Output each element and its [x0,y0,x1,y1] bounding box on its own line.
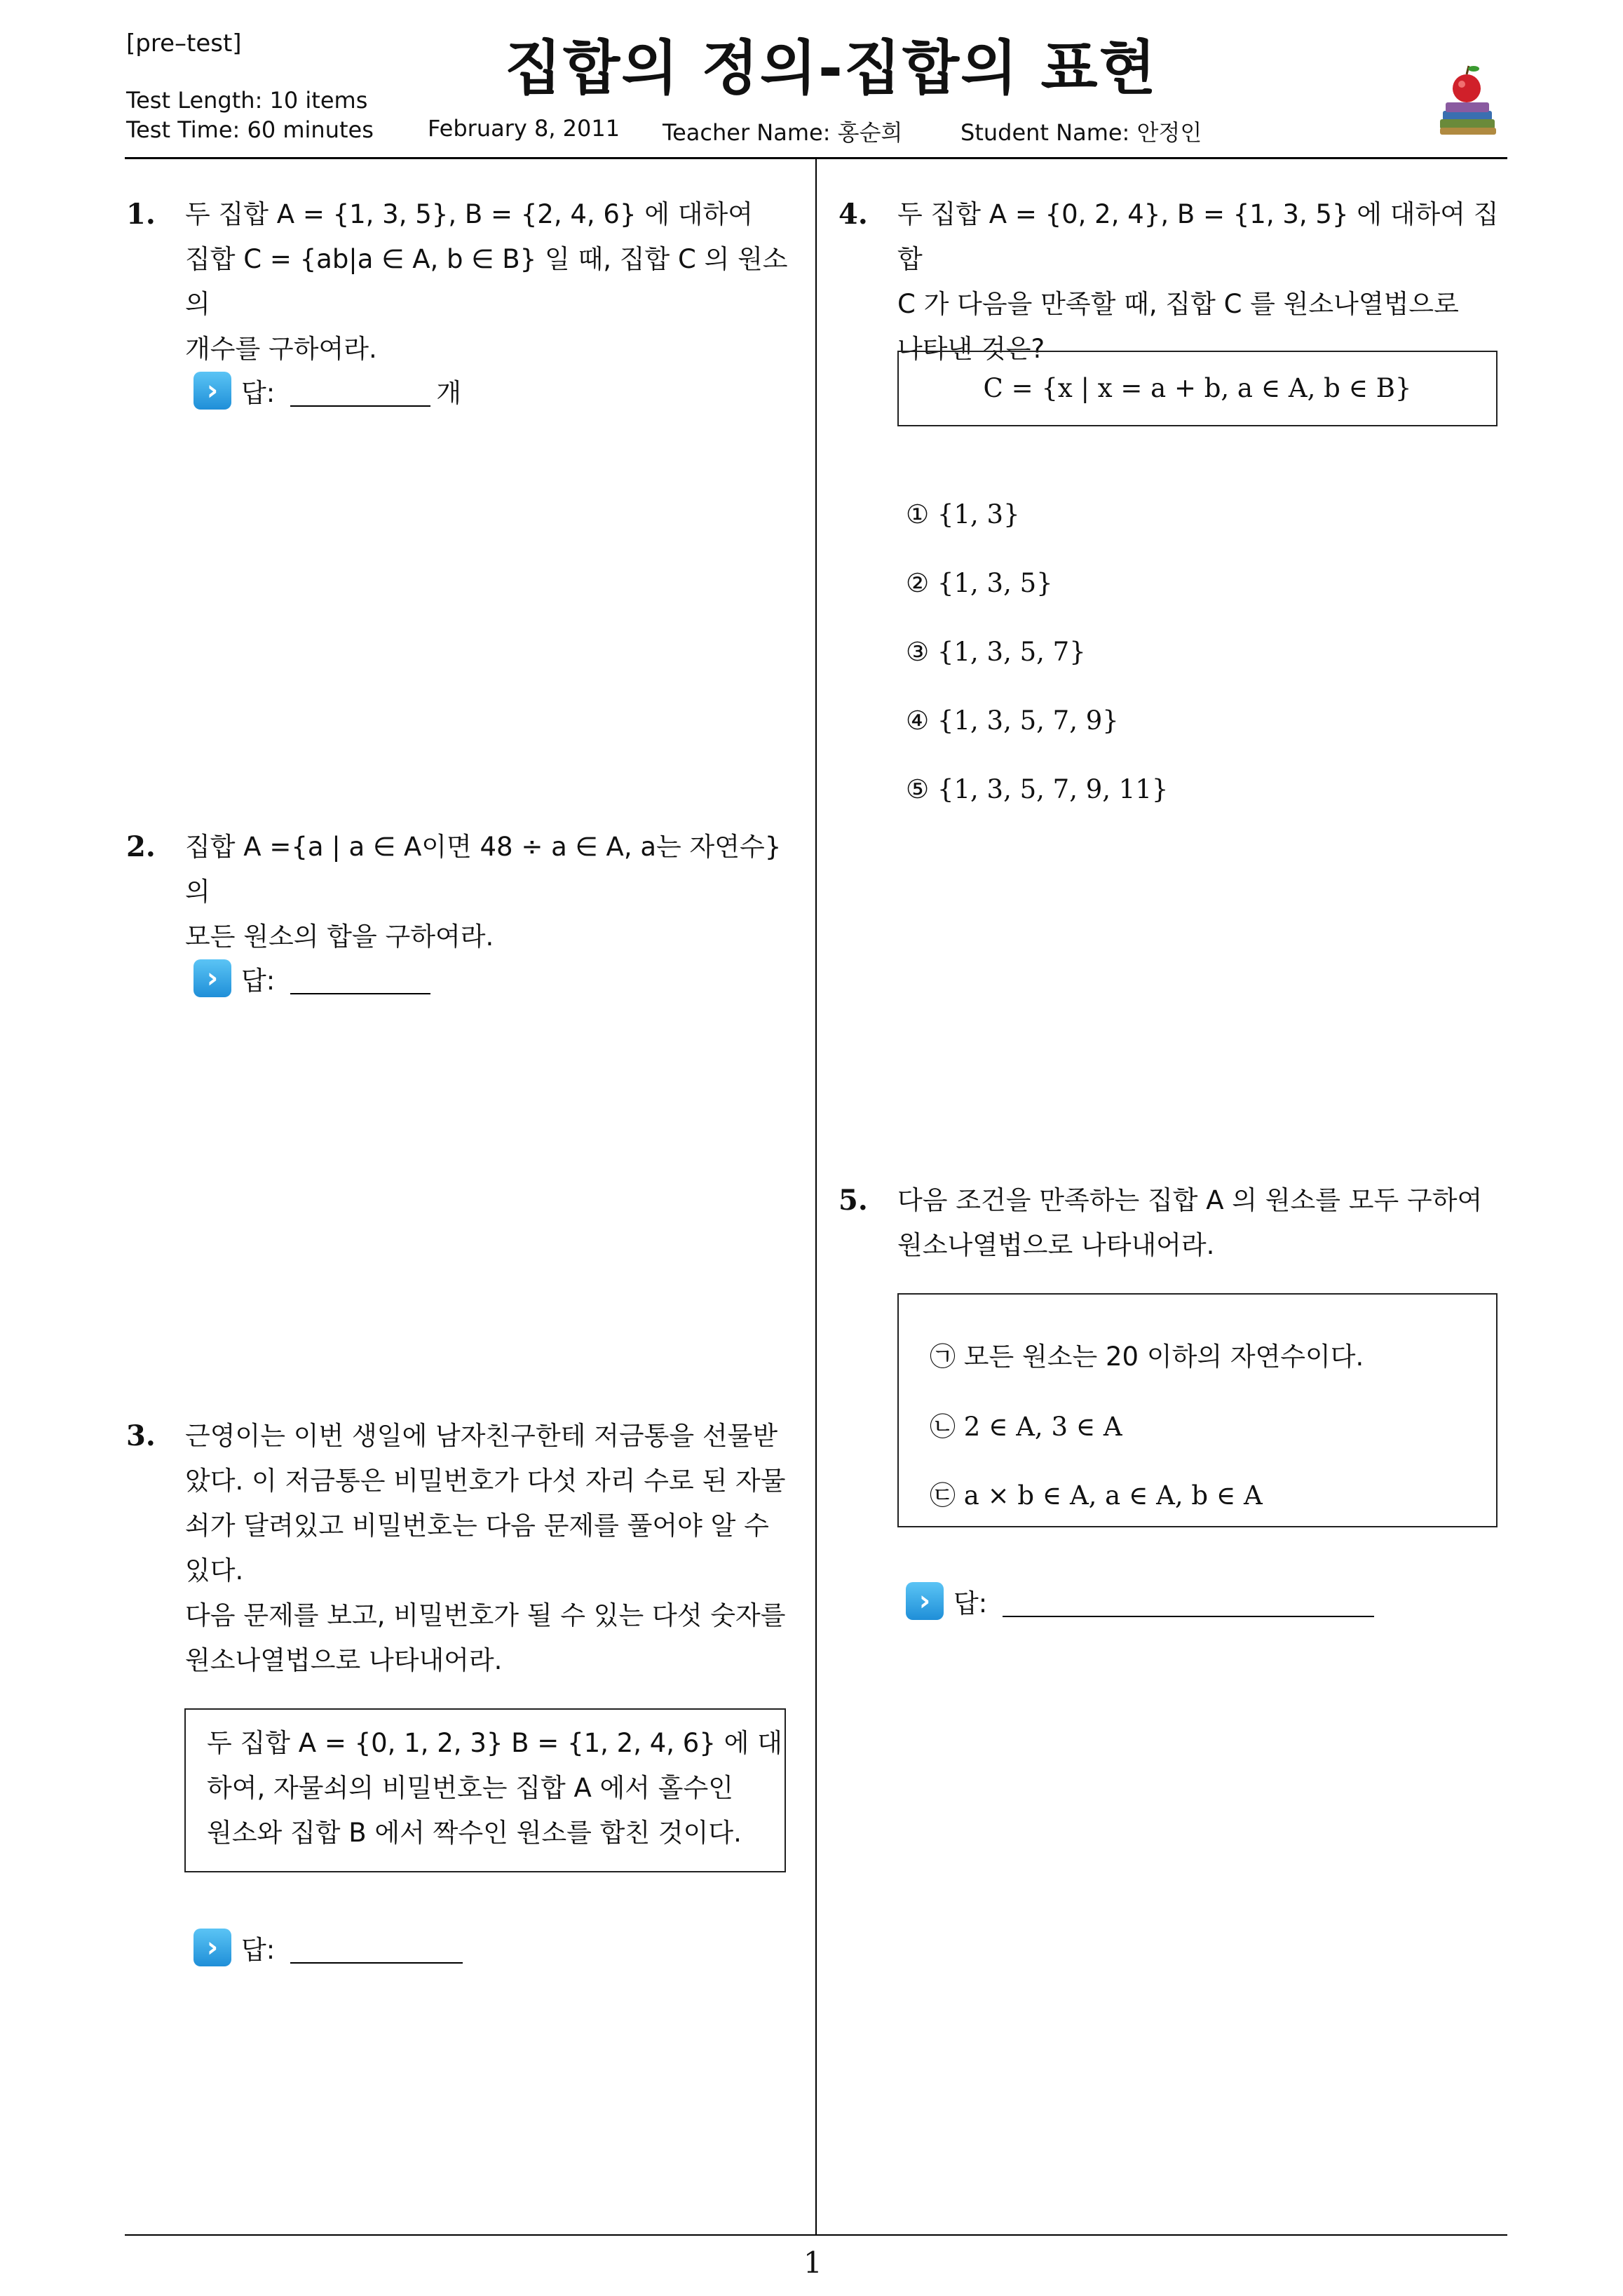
question-3-box-line: 원소와 집합 B 에서 짝수인 원소를 합친 것이다. [207,1818,742,1848]
question-3-line: 았다. 이 저금통은 비밀번호가 다섯 자리 수로 된 자물 [185,1466,786,1496]
question-3-line: 쇠가 달려있고 비밀번호는 다음 문제를 풀어야 알 수 [185,1511,769,1541]
question-3-box-line: 두 집합 A = {0, 1, 2, 3} B = {1, 2, 4, 6} 에 대 [207,1728,782,1758]
question-1-line: 개수를 구하여라. [185,334,377,364]
question-1-line: 집합 C = {ab|a ∈ A, b ∈ B} 일 때, 집합 C 의 원소의 [185,244,788,319]
answer-label: 답: [241,1935,276,1965]
student-name: Student Name: 안정인 [960,119,1202,146]
answer-blank[interactable] [1003,1585,1374,1617]
test-length: Test Length: 10 items [126,87,368,114]
apple-on-books-icon [1430,49,1507,140]
question-1-line: 두 집합 A = {1, 3, 5}, B = {2, 4, 6} 에 대하여 [185,199,753,229]
question-2-line: 모든 원소의 합을 구하여라. [185,921,494,952]
answer-unit: 개 [436,378,461,408]
answer-blank[interactable] [290,1931,463,1964]
page-title: 집합의 정의-집합의 표현 [505,34,1157,102]
question-3-box-line: 하여, 자물쇠의 비밀번호는 집합 A 에서 홀수인 [207,1773,733,1803]
test-time: Test Time: 60 minutes [126,116,374,143]
choice-2[interactable]: ② {1, 3, 5} [906,568,1053,598]
page-number: 1 [803,2246,822,2280]
answer-label: 답: [241,966,276,996]
question-4-condition: C = {x | x = a + b, a ∈ A, b ∈ B} [983,373,1412,403]
question-5-text [897,1178,1514,1268]
question-4-line: 나타낸 것은? [897,334,1045,364]
question-4-number: 4. [838,198,868,231]
question-2-answer [193,959,430,997]
question-1-number: 1. [126,198,156,231]
answer-label: 답: [241,378,276,408]
choice-1[interactable]: ① {1, 3} [906,499,1020,529]
condition-3: ㉢ a × b ∈ A, a ∈ A, b ∈ A [930,1480,1263,1511]
choice-5[interactable]: ⑤ {1, 3, 5, 7, 9, 11} [906,774,1169,804]
question-5-answer [906,1582,1374,1620]
condition-2: ㉡ 2 ∈ A, 3 ∈ A [930,1412,1122,1442]
answer-arrow-icon: › [193,1929,231,1966]
answer-arrow-icon: › [193,959,231,997]
question-4-condition-box [897,351,1498,426]
question-1-answer [193,372,461,410]
question-4-text [897,192,1514,372]
choice-4[interactable]: ④ {1, 3, 5, 7, 9} [906,705,1119,736]
answer-blank[interactable] [290,962,430,994]
pretest-tag: [pre–test] [126,29,242,58]
question-3-line: 근영이는 이번 생일에 남자친구한테 저금통을 선물받 [185,1421,778,1451]
question-3-box [184,1708,786,1872]
answer-label: 답: [953,1588,988,1619]
test-date: February 8, 2011 [428,115,620,142]
question-2-number: 2. [126,830,156,863]
question-3-line: 다음 문제를 보고, 비밀번호가 될 수 있는 다섯 숫자를 [185,1600,786,1630]
answer-blank[interactable] [290,374,430,407]
question-5-number: 5. [838,1184,868,1217]
question-2-text [185,825,802,959]
question-3-number: 3. [126,1419,156,1452]
choice-3[interactable]: ③ {1, 3, 5, 7} [906,637,1086,667]
question-4-line: C 가 다음을 만족할 때, 집합 C 를 원소나열법으로 [897,289,1459,319]
footer-rule [125,2234,1507,2236]
question-3-line: 있다. [185,1555,244,1586]
question-4-line: 두 집합 A = {0, 2, 4}, B = {1, 3, 5} 에 대하여 집합 [897,199,1499,274]
answer-arrow-icon: › [906,1582,944,1620]
question-3-text [185,1414,802,1683]
question-3-line: 원소나열법으로 나타내어라. [185,1645,503,1675]
question-2-line: 집합 A ={a | a ∈ A이면 48 ÷ a ∈ A, a는 자연수} 의 [185,832,782,907]
question-1-text [185,192,802,372]
question-5-conditions-box [897,1293,1498,1527]
column-divider [815,158,817,2236]
condition-1: ㉠ 모든 원소는 20 이하의 자연수이다. [930,1342,1364,1372]
question-3-answer [193,1929,463,1966]
question-5-line: 원소나열법으로 나타내어라. [897,1230,1215,1260]
teacher-name: Teacher Name: 홍순희 [663,119,903,146]
question-5-line: 다음 조건을 만족하는 집합 A 의 원소를 모두 구하여 [897,1185,1483,1215]
answer-arrow-icon: › [193,372,231,410]
